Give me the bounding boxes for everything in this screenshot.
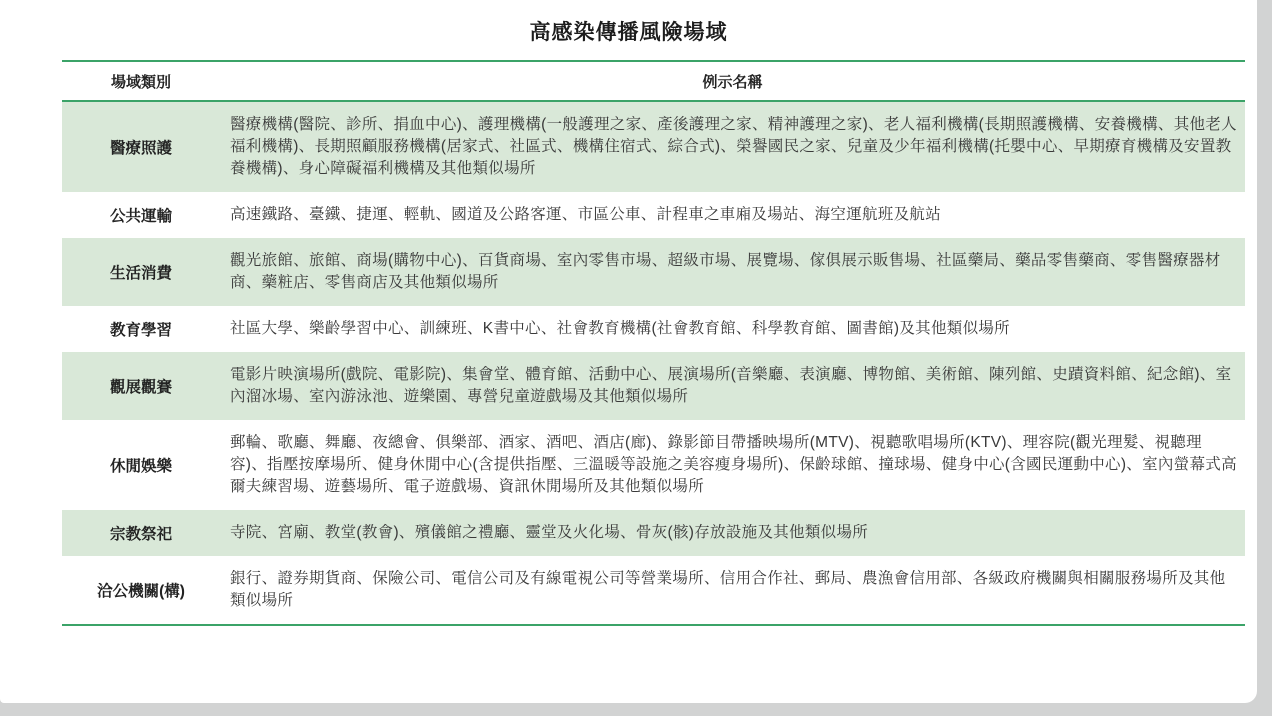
column-header-category: 場域類別 — [110, 73, 171, 91]
category-cell: 醫療照護 — [109, 140, 172, 157]
category-cell: 教育學習 — [109, 322, 172, 339]
category-cell: 宗教祭祀 — [109, 526, 172, 543]
table-row-exhibition — [62, 352, 1245, 420]
category-cell: 休閒娛樂 — [109, 458, 172, 475]
page-title: 高感染傳播風險場域 — [529, 21, 728, 44]
category-cell: 公共運輸 — [109, 208, 172, 225]
examples-cell: 郵輪、歌廳、舞廳、夜總會、俱樂部、酒家、酒吧、酒店(廊)、錄影節目帶播映場所(MTV)、視聽歌唱場所(KTV)、理容院(觀光理髮、視聽理容)、指壓按摩場所、健身休閒中心(含提供指壓、三溫暖等設施之美容瘦身場所)、保齡球館、撞球場、健身中心(含國民運動中心)、室內螢幕式高爾夫練習場、遊藝場所、電子遊戲場、資訊休閒場所及其他類似場所 — [230, 434, 1237, 495]
table-row-daily-consumption — [62, 238, 1245, 306]
table-row-public-agencies — [62, 556, 1245, 624]
examples-cell: 醫療機構(醫院、診所、捐血中心)、護理機構(一般護理之家、產後護理之家、精神護理之家)、老人福利機構(長期照護機構、安養機構、其他老人福利機構)、長期照顧服務機構(居家式、社區式、機構住宿式、綜合式)、榮譽國民之家、兒童及少年福利機構(托嬰中心、早期療育機構及安置教養機構)、身心障礙福利機構及其他類似場所 — [230, 116, 1237, 177]
examples-cell: 寺院、宮廟、教堂(教會)、殯儀館之禮廳、靈堂及火化場、骨灰(骸)存放設施及其他類似場所 — [230, 524, 869, 541]
category-cell: 生活消費 — [109, 265, 172, 282]
table-header-row — [62, 60, 1245, 102]
examples-cell: 觀光旅館、旅館、商場(購物中心)、百貨商場、室內零售市場、超級市場、展覽場、傢俱展示販售場、社區藥局、藥品零售藥商、零售醫療器材商、藥粧店、零售商店及其他類似場所 — [230, 252, 1221, 291]
table-row-leisure — [62, 420, 1245, 510]
table-row-education — [62, 306, 1245, 352]
category-cell: 觀展觀賽 — [109, 379, 172, 396]
category-cell: 洽公機關(構) — [97, 583, 185, 600]
examples-cell: 社區大學、樂齡學習中心、訓練班、K書中心、社會教育機構(社會教育館、科學教育館、圖書館)及其他類似場所 — [230, 320, 1010, 337]
examples-cell: 高速鐵路、臺鐵、捷運、輕軌、國道及公路客運、市區公車、計程車之車廂及場站、海空運航班及航站 — [230, 206, 942, 223]
examples-cell: 銀行、證券期貨商、保險公司、電信公司及有線電視公司等營業場所、信用合作社、郵局、農漁會信用部、各級政府機關與相關服務場所及其他類似場所 — [230, 570, 1226, 609]
risk-venues-table — [62, 60, 1245, 626]
table-row-transport — [62, 192, 1245, 238]
table-row-medical — [62, 102, 1245, 192]
examples-cell: 電影片映演場所(戲院、電影院)、集會堂、體育館、活動中心、展演場所(音樂廳、表演廳、博物館、美術館、陳列館、史蹟資料館、紀念館)、室內溜冰場、室內游泳池、遊樂園、專營兒童遊戲場及其他類似場所 — [230, 366, 1232, 405]
column-header-examples: 例示名稱 — [702, 73, 763, 91]
table-row-religion — [62, 510, 1245, 556]
